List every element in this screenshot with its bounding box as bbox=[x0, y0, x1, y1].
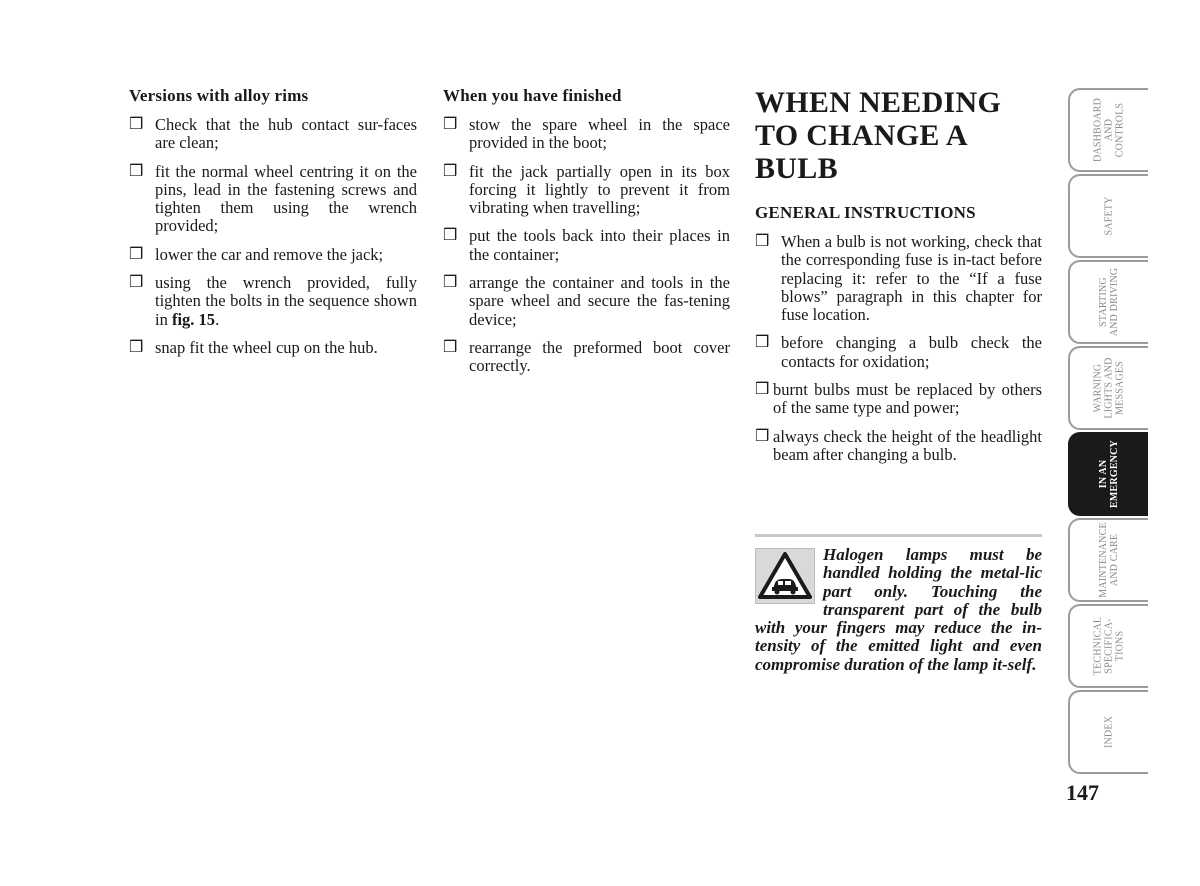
checkbox-bullet-icon: ❒ bbox=[129, 162, 144, 180]
checkbox-bullet-icon: ❒ bbox=[755, 233, 770, 250]
list-item: ❒ rearrange the preformed boot cover correctly. bbox=[443, 337, 730, 376]
tab-warning-lights-and-messages[interactable]: WARNING LIGHTS AND MESSAGES bbox=[1068, 346, 1148, 430]
checkbox-bullet-icon: ❒ bbox=[129, 338, 144, 356]
list-item: ❒ put the tools back into their places in the container; bbox=[443, 226, 730, 264]
list-item: ❒ using the wrench provided, fully tighten the bolts in the sequence shown in fig. 15. bbox=[129, 273, 417, 329]
list-item: ❒ arrange the container and tools in the spare wheel and secure the fas-tening device; bbox=[443, 273, 730, 329]
column-when-finished bbox=[443, 86, 730, 386]
checkbox-bullet-icon: ❒ bbox=[443, 162, 458, 180]
warning-text: Halogen lamps must be handled holding the metal-lic part only. Touching the transparent part of the bulb with your fingers may reduce the in-tensity of the emitted light and even compromise duration of the lamp it-self. bbox=[755, 545, 1042, 674]
checkbox-bullet-icon: ❒ bbox=[129, 274, 144, 292]
list-item: ❒ fit the jack partially open in its box forcing it lightly to prevent it from vibrating when travelling; bbox=[443, 161, 730, 218]
page-number: 147 bbox=[1066, 780, 1099, 805]
checkbox-bullet-icon: ❒ bbox=[443, 274, 458, 292]
checkbox-bullet-icon: ❒ bbox=[755, 381, 770, 399]
page-title: WHEN NEEDING TO CHANGE A BULB bbox=[755, 86, 1002, 185]
section-heading: GENERAL INSTRUCTIONS bbox=[755, 203, 976, 222]
tab-index[interactable]: INDEX bbox=[1068, 690, 1148, 774]
instruction-list bbox=[443, 116, 730, 376]
list-item: ❒ always check the height of the headlight beam after changing a bulb. bbox=[755, 426, 1042, 464]
section-heading: When you have finished bbox=[443, 86, 622, 105]
tab-starting-and-driving[interactable]: STARTING AND DRIVING bbox=[1068, 260, 1148, 344]
checkbox-bullet-icon: ❒ bbox=[755, 427, 770, 445]
section-heading: Versions with alloy rims bbox=[129, 86, 309, 105]
tab-maintenance-and-care[interactable]: MAINTENANCE AND CARE bbox=[1068, 518, 1148, 602]
warning-triangle-car-icon bbox=[755, 548, 815, 604]
list-item: ❒ When a bulb is not working, check that the corresponding fuse is in-tact before replacing it: refer to the “If a fuse blows” paragraph in this chapter for fuse location. bbox=[755, 232, 1042, 325]
checkbox-bullet-icon: ❒ bbox=[755, 334, 770, 352]
checkbox-bullet-icon: ❒ bbox=[129, 116, 144, 133]
instruction-list bbox=[755, 381, 1042, 464]
checkbox-bullet-icon: ❒ bbox=[443, 338, 458, 356]
list-item: ❒ burnt bulbs must be replaced by others of the same type and power; bbox=[755, 380, 1042, 418]
list-item: ❒ lower the car and remove the jack; bbox=[129, 244, 384, 264]
checkbox-bullet-icon: ❒ bbox=[443, 227, 458, 245]
instruction-list bbox=[129, 116, 417, 357]
list-item: ❒ stow the spare wheel in the space provided in the boot; bbox=[443, 115, 730, 153]
tab-technical-specifications[interactable]: TECHNICAL SPECIFICA- TIONS bbox=[1068, 604, 1148, 688]
tab-in-an-emergency[interactable]: IN AN EMERGENCY bbox=[1068, 432, 1148, 516]
list-item: ❒ snap fit the wheel cup on the hub. bbox=[129, 337, 378, 357]
warning-note bbox=[755, 534, 1042, 674]
checkbox-bullet-icon: ❒ bbox=[443, 116, 458, 133]
tab-safety[interactable]: SAFETY bbox=[1068, 174, 1148, 258]
column-alloy-rims bbox=[129, 86, 417, 367]
instruction-list bbox=[755, 233, 1042, 371]
list-item: ❒ fit the normal wheel centring it on the pins, lead in the fastening screws and tighten them using the wrench provided; bbox=[129, 161, 417, 236]
column-change-bulb bbox=[755, 86, 1042, 474]
tab-dashboard-and-controls[interactable]: DASHBOARD AND CONTROLS bbox=[1068, 88, 1148, 172]
list-item: ❒ Check that the hub contact sur-faces are clean; bbox=[129, 115, 417, 153]
figure-reference: fig. 15 bbox=[171, 309, 216, 329]
list-item: ❒ before changing a bulb check the contacts for oxidation; bbox=[755, 333, 1042, 371]
checkbox-bullet-icon: ❒ bbox=[129, 245, 144, 263]
